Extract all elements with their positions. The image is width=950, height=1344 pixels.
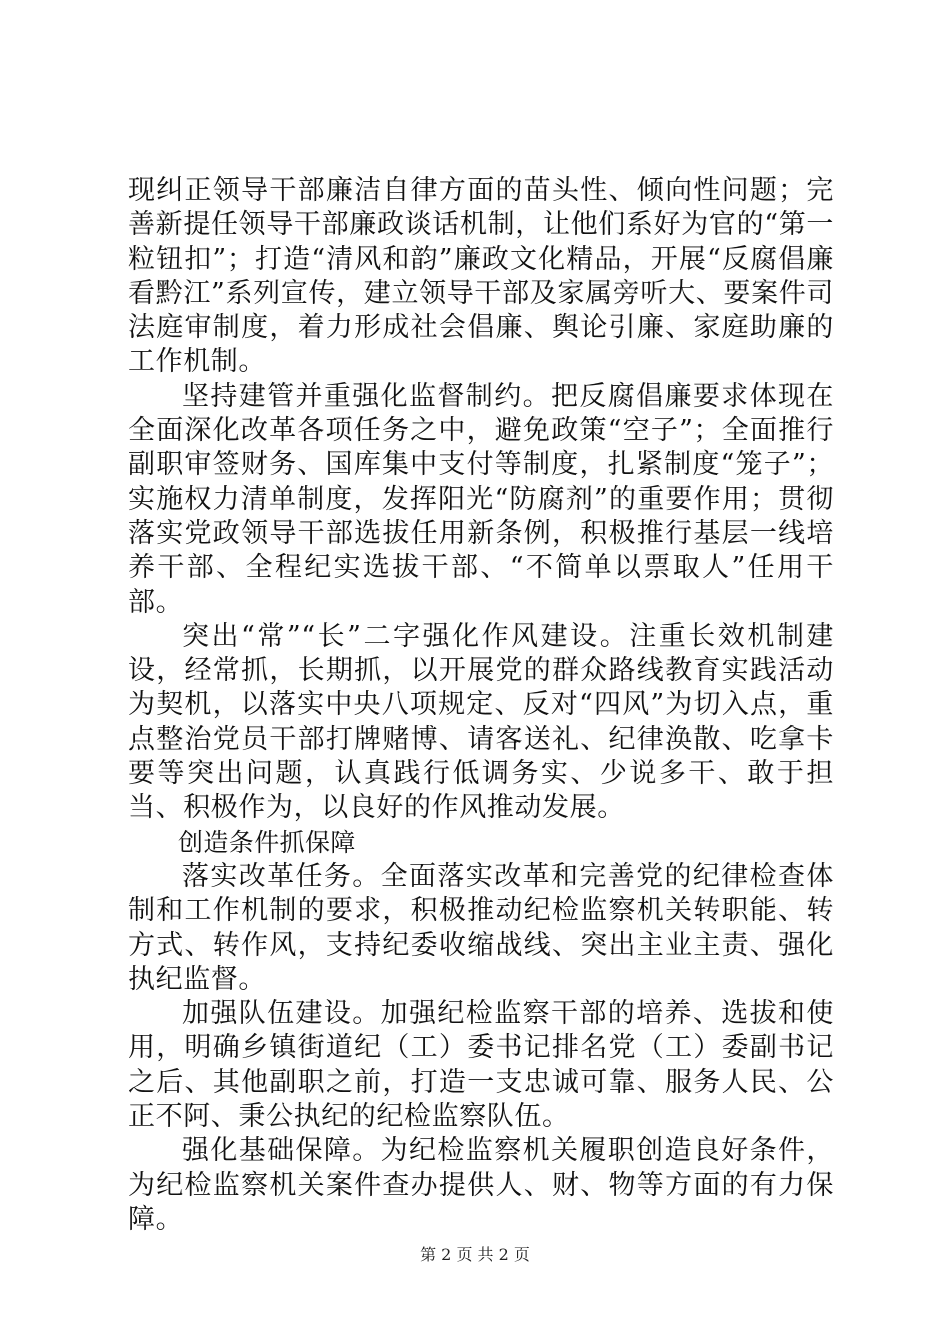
paragraph-4: 落实改革任务。全面落实改革和完善党的纪律检查体制和工作机制的要求，积极推动纪检监察机关转职能、转方式、转作风，支持纪委收缩战线、突出主业主责、强化执纪监督。 [128,860,834,995]
section-heading: 创造条件抓保障 [178,827,356,857]
document-body [128,174,834,1237]
paragraph-2: 坚持建管并重强化监督制约。把反腐倡廉要求体现在全面深化改革各项任务之中，避免政策“空子”；全面推行副职审签财务、国库集中支付等制度，扎紧制度“笼子”；实施权力清单制度，发挥阳光“防腐剂”的重要作用；贯彻落实党政领导干部选拔任用新条例，积极推行基层一线培养干部、全程纪实选拔干部、“不简单以票取人”任用干部。 [128,380,834,618]
page-footer [0,1244,950,1266]
page-number-label: 第 2 页 共 2 页 [420,1245,530,1264]
paragraph-6: 强化基础保障。为纪检监察机关履职创造良好条件，为纪检监察机关案件查办提供人、财、物等方面的有力保障。 [128,1135,834,1235]
paragraph-5: 加强队伍建设。加强纪检监察干部的培养、选拔和使用，明确乡镇街道纪（工）委书记排名党（工）委副书记之后、其他副职之前，打造一支忠诚可靠、服务人民、公正不阿、秉公执纪的纪检监察队伍。 [128,998,834,1133]
paragraph-1: 现纠正领导干部廉洁自律方面的苗头性、倾向性问题；完善新提任领导干部廉政谈话机制，让他们系好为官的“第一粒钮扣”；打造“清风和韵”廉政文化精品，开展“反腐倡廉看黔江”系列宣传，建立领导干部及家属旁听大、要案件司法庭审制度，着力形成社会倡廉、舆论引廉、家庭助廉的工作机制。 [128,175,834,378]
paragraph-3: 突出“常”“长”二字强化作风建设。注重长效机制建设，经常抓，长期抓，以开展党的群众路线教育实践活动为契机，以落实中央八项规定、反对“四风”为切入点，重点整治党员干部打牌赌博、请客送礼、纪律涣散、吃拿卡要等突出问题，认真践行低调务实、少说多干、敢于担当、积极作为，以良好的作风推动发展。 [128,620,834,824]
